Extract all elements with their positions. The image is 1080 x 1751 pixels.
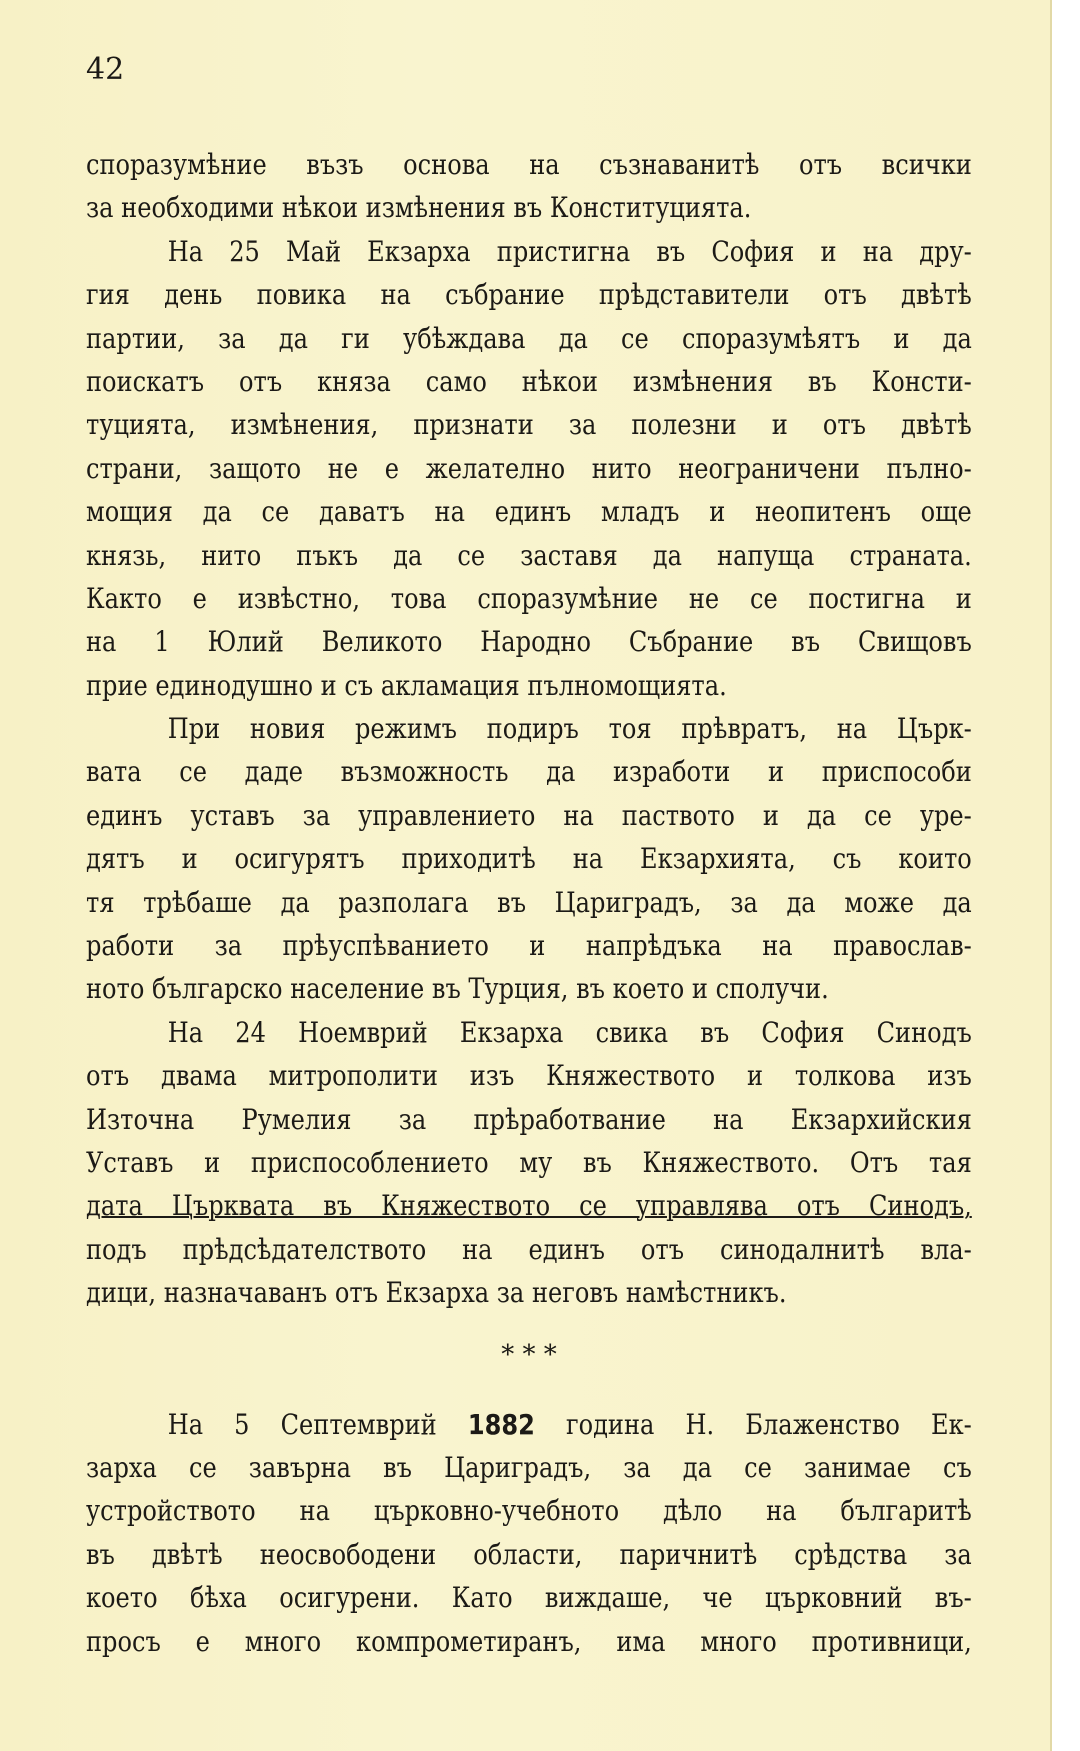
text-line: На 25 Май Екзарха пристигна въ София и на дру- — [167, 234, 972, 268]
text-line: на 1 Юлий Великото Народно Събрание въ Свищовъ — [86, 625, 972, 659]
text-line: мощия да се даватъ на единъ младъ и неопитенъ още — [86, 495, 972, 529]
section-separator — [86, 1315, 972, 1403]
asterisk-separator: * * * — [501, 1339, 557, 1370]
text-line: Както е извѣстно, това споразумѣние не се постигна и — [86, 581, 972, 615]
text-line: дятъ и осигурятъ приходитѣ на Екзархията, съ които — [86, 842, 972, 876]
text-line: ното българско население въ Турция, въ което и сполучи. — [86, 972, 829, 1006]
text-line: въ двѣтѣ неосвободени области, паричнитѣ срѣдства за — [86, 1537, 972, 1571]
text-fragment: година Н. Блаженство Ек- — [565, 1407, 972, 1441]
text-line: страни, защото не е желателно нито неограничени пълно- — [86, 451, 972, 485]
text-line: поискатъ отъ княза само нѣкои измѣнения въ Консти- — [86, 364, 972, 398]
text-line: Източна Румелия за прѣработвание на Екзархийския — [86, 1102, 972, 1136]
text-line: дици, назначаванъ отъ Екзарха за неговъ намѣстникъ. — [86, 1276, 787, 1310]
page-number: 42 — [86, 52, 125, 87]
text-line: работи за прѣуспѣванието и напрѣдъка на православ- — [86, 929, 972, 963]
paragraph-3 — [86, 707, 972, 1011]
paragraph-2 — [86, 230, 972, 707]
text-line: отъ двама митрополити изъ Княжеството и толкова изъ — [86, 1059, 972, 1093]
text-line: устройството на църковно-учебното дѣло на българитѣ — [86, 1494, 972, 1528]
text-line: При новия режимъ подиръ тоя прѣвратъ, на Църк- — [167, 712, 972, 746]
text-line: князь, нито пъкъ да се заставя да напуща страната. — [86, 538, 972, 572]
text-line: просъ е много компрометиранъ, има много противници, — [86, 1624, 972, 1658]
text-line: партии, за да ги убѣждава да се споразумѣятъ и да — [86, 321, 972, 355]
text-line: На 24 Ноемврий Екзарха свика въ София Синодъ — [167, 1015, 972, 1049]
paragraph-4 — [86, 1011, 972, 1315]
body-text — [86, 143, 972, 1663]
paragraph-5 — [86, 1403, 972, 1663]
text-line: туцията, измѣнения, признати за полезни и отъ двѣтѣ — [86, 408, 972, 442]
text-fragment: На 5 Септемврий — [167, 1407, 437, 1441]
text-line: гия день повика на събрание прѣдставители отъ двѣтѣ — [86, 278, 972, 312]
text-line: зарха се завърна въ Цариградъ, за да се занимае съ — [86, 1450, 972, 1484]
text-line: споразумѣние възъ основа на съзнаванитѣ отъ всички — [86, 148, 972, 181]
paragraph-1 — [86, 143, 972, 230]
text-line: Уставъ и приспособлението му въ Княжеството. Отъ тая — [86, 1145, 972, 1179]
text-line: подъ прѣдсѣдателството на единъ отъ синодалнитѣ вла- — [86, 1232, 972, 1266]
text-line: единъ уставъ за управлението на паството и да се уре- — [86, 798, 972, 832]
text-line: тя трѣбаше да разполага въ Цариградъ, за да може да — [86, 885, 972, 919]
text-line: което бѣха осигурени. Като виждаше, че църковний въ- — [86, 1581, 972, 1615]
text-line-with-year — [86, 1403, 972, 1446]
text-line-underlined: дата Църквата въ Княжеството се управлява отъ Синодъ, — [86, 1189, 972, 1223]
text-line: за необходими нѣкои измѣнения въ Конституцията. — [86, 191, 752, 225]
text-line: прие единодушно и съ акламация пълномощията. — [86, 668, 727, 702]
text-line: вата се даде възможность да изработи и приспособи — [86, 755, 972, 789]
year-highlight: 1882 — [467, 1407, 535, 1441]
